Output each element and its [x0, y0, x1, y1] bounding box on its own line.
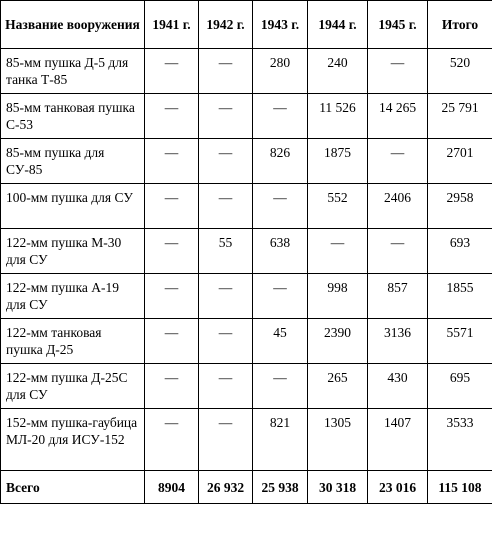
table-row	[1, 49, 492, 94]
weapon-name: 152-мм пушка-гаубица МЛ-20 для ИСУ-152	[1, 409, 145, 471]
cell-1943: 638	[253, 229, 308, 274]
weapon-name: 122-мм пушка А-19 для СУ	[1, 274, 145, 319]
cell-1941: —	[145, 364, 199, 409]
table-row	[1, 229, 492, 274]
cell-1943: 280	[253, 49, 308, 94]
weapon-name: 122-мм танковая пушка Д-25	[1, 319, 145, 364]
cell-1944: 1305	[308, 409, 368, 471]
weapon-name: 85-мм пушка Д-5 для танка Т-85	[1, 49, 145, 94]
cell-1944: 1875	[308, 139, 368, 184]
table-row	[1, 319, 492, 364]
cell-total: 1855	[428, 274, 492, 319]
table-row	[1, 139, 492, 184]
cell-1941: —	[145, 49, 199, 94]
cell-1941: —	[145, 409, 199, 471]
cell-total: 2701	[428, 139, 492, 184]
cell-1944: —	[308, 229, 368, 274]
cell-1942: —	[199, 49, 253, 94]
cell-1942: —	[199, 364, 253, 409]
cell-1944: 998	[308, 274, 368, 319]
cell-total: 693	[428, 229, 492, 274]
table-row	[1, 409, 492, 471]
total-1941: 8904	[145, 471, 199, 504]
cell-1943: —	[253, 274, 308, 319]
weapon-name: 122-мм пушка М-30 для СУ	[1, 229, 145, 274]
cell-1942: —	[199, 94, 253, 139]
table-row	[1, 94, 492, 139]
cell-1945: 1407	[368, 409, 428, 471]
cell-1944: 2390	[308, 319, 368, 364]
header-1942: 1942 г.	[199, 1, 253, 49]
total-1944: 30 318	[308, 471, 368, 504]
cell-total: 25 791	[428, 94, 492, 139]
total-1945: 23 016	[368, 471, 428, 504]
total-1942: 26 932	[199, 471, 253, 504]
cell-1942: 55	[199, 229, 253, 274]
cell-1944: 265	[308, 364, 368, 409]
cell-1945: —	[368, 49, 428, 94]
header-1945: 1945 г.	[368, 1, 428, 49]
table-row	[1, 364, 492, 409]
cell-total: 520	[428, 49, 492, 94]
header-1943: 1943 г.	[253, 1, 308, 49]
cell-1941: —	[145, 319, 199, 364]
cell-1942: —	[199, 319, 253, 364]
cell-1945: —	[368, 229, 428, 274]
cell-1941: —	[145, 274, 199, 319]
cell-1943: —	[253, 94, 308, 139]
table-row	[1, 274, 492, 319]
cell-1942: —	[199, 409, 253, 471]
header-1941: 1941 г.	[145, 1, 199, 49]
cell-1943: —	[253, 184, 308, 229]
cell-total: 695	[428, 364, 492, 409]
cell-1945: —	[368, 139, 428, 184]
cell-1944: 240	[308, 49, 368, 94]
cell-1944: 552	[308, 184, 368, 229]
total-grand: 115 108	[428, 471, 492, 504]
cell-1945: 3136	[368, 319, 428, 364]
cell-1943: —	[253, 364, 308, 409]
total-1943: 25 938	[253, 471, 308, 504]
cell-total: 5571	[428, 319, 492, 364]
cell-1943: 45	[253, 319, 308, 364]
cell-1945: 857	[368, 274, 428, 319]
weapon-name: 122-мм пушка Д-25С для СУ	[1, 364, 145, 409]
cell-total: 3533	[428, 409, 492, 471]
cell-total: 2958	[428, 184, 492, 229]
cell-1944: 11 526	[308, 94, 368, 139]
header-row	[1, 1, 492, 49]
header-1944: 1944 г.	[308, 1, 368, 49]
weapon-name: 85-мм пушка для СУ-85	[1, 139, 145, 184]
total-label: Всего	[1, 471, 145, 504]
cell-1945: 2406	[368, 184, 428, 229]
header-name: Название вооружения	[1, 1, 145, 49]
cell-1945: 14 265	[368, 94, 428, 139]
total-row	[1, 471, 492, 504]
cell-1942: —	[199, 274, 253, 319]
cell-1945: 430	[368, 364, 428, 409]
cell-1941: —	[145, 94, 199, 139]
weapon-name: 100-мм пушка для СУ	[1, 184, 145, 229]
cell-1942: —	[199, 184, 253, 229]
cell-1941: —	[145, 139, 199, 184]
cell-1941: —	[145, 184, 199, 229]
table-row	[1, 184, 492, 229]
header-total: Итого	[428, 1, 492, 49]
weapon-name: 85-мм танковая пушка С-53	[1, 94, 145, 139]
cell-1941: —	[145, 229, 199, 274]
cell-1943: 821	[253, 409, 308, 471]
cell-1943: 826	[253, 139, 308, 184]
cell-1942: —	[199, 139, 253, 184]
